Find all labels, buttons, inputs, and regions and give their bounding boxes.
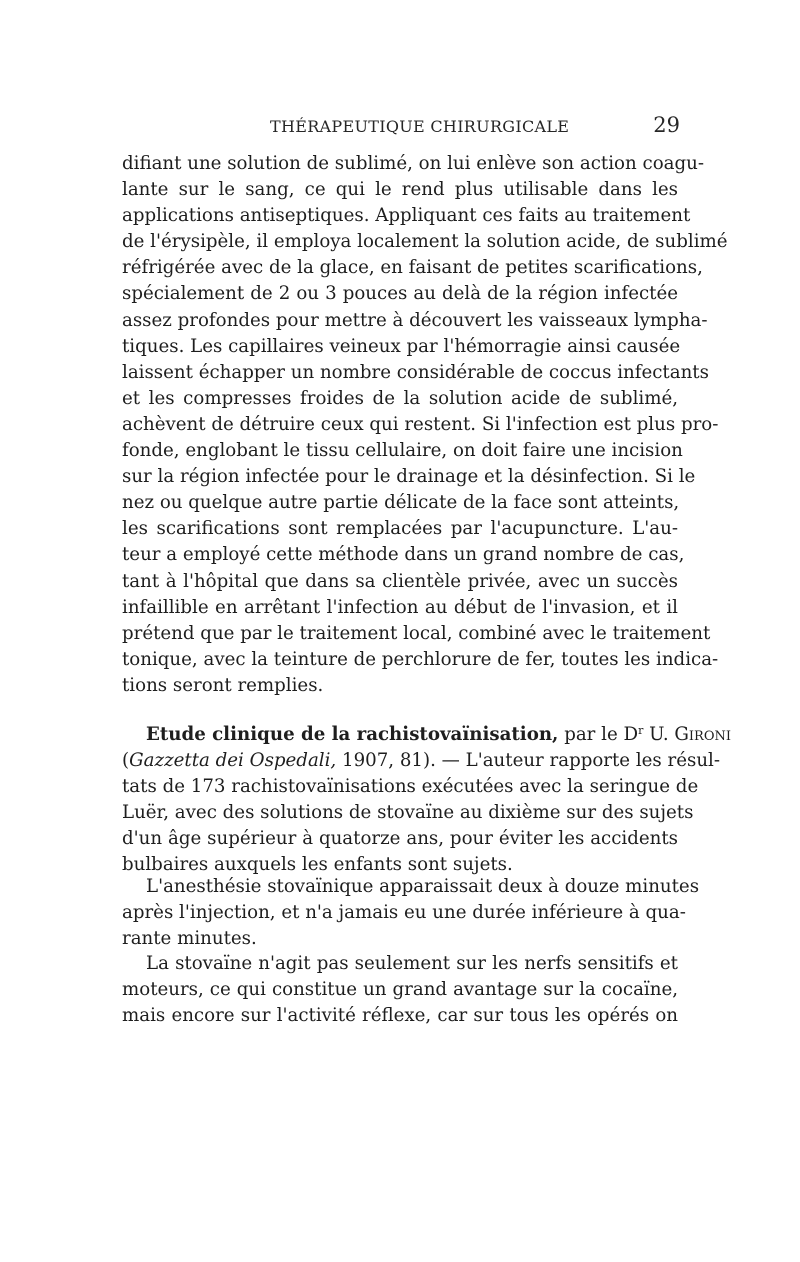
text-line: prétend que par le traitement local, combiné avec le traitement bbox=[122, 622, 711, 644]
text-line: moteurs, ce qui constitue un grand avantage sur la cocaïne, bbox=[122, 979, 678, 1001]
text-line: tant à l'hôpital que dans sa clientèle privée, avec un succès bbox=[122, 570, 678, 592]
article-by: par le D bbox=[564, 724, 639, 745]
text-line: spécialement de 2 ou 3 pouces au delà de la région infectée bbox=[122, 283, 678, 305]
text-line: difiant une solution de sublimé, on lui enlève son action coagu- bbox=[122, 153, 704, 174]
journal-name: Gazzetta dei Ospedali, bbox=[129, 750, 337, 772]
citation-text: 1907, 81). — L'auteur rapporte les résul- bbox=[342, 750, 721, 772]
article-title: Etude clinique de la rachistovaïnisation, bbox=[146, 724, 559, 745]
text-line: achèvent de détruire ceux qui restent. Si l'infection est plus pro- bbox=[122, 413, 719, 435]
text-line: de l'érysipèle, il employa localement la solution acide, de sublimé bbox=[122, 231, 728, 253]
text-line: tiques. Les capillaires veineux par l'hémorragie ainsi causée bbox=[122, 335, 681, 357]
text-line: La stovaïne n'agit pas seulement sur les nerfs sensitifs et bbox=[146, 953, 678, 974]
running-title: THÉRAPEUTIQUE CHIRURGICALE bbox=[270, 117, 570, 136]
text-line: Luër, avec des solutions de stovaïne au dixième sur des sujets bbox=[122, 802, 694, 824]
text-line: teur a employé cette méthode dans un grand nombre de cas, bbox=[122, 544, 685, 566]
paragraph-anesthesia-onset bbox=[122, 874, 700, 952]
text-line: les scarifications sont remplacées par l'acupuncture. L'au- bbox=[122, 518, 678, 540]
text-line: assez profondes pour mettre à découvert les vaisseaux lympha- bbox=[122, 309, 708, 331]
article-rachistovainisation bbox=[122, 722, 731, 879]
article-heading-line bbox=[122, 722, 731, 748]
page-number: 29 bbox=[653, 113, 680, 137]
text-line: rante minutes. bbox=[122, 928, 257, 950]
text-line: laissent échapper un nombre considérable de coccus infectants bbox=[122, 361, 709, 383]
text-line: nez ou quelque autre partie délicate de la face sont atteints, bbox=[122, 492, 680, 514]
text-line: lante sur le sang, ce qui le rend plus utilisable dans les bbox=[122, 179, 678, 201]
text-line: réfrigérée avec de la glace, en faisant de petites scarifications, bbox=[122, 257, 703, 279]
text-line: fonde, englobant le tissu cellulaire, on doit faire une incision bbox=[122, 440, 683, 462]
text-line: d'un âge supérieur à quatorze ans, pour éviter les accidents bbox=[122, 828, 678, 850]
text-line: mais encore sur l'activité réflexe, car sur tous les opérés on bbox=[122, 1005, 678, 1027]
text-line: bulbaires auxquels les enfants sont sujets. bbox=[122, 854, 513, 876]
text-line: tions seront remplies. bbox=[122, 674, 324, 696]
text-line: et les compresses froides de la solution acide de sublimé, bbox=[122, 387, 678, 409]
text-line: L'anesthésie stovaïnique apparaissait deux à douze minutes bbox=[146, 876, 700, 897]
text-line: applications antiseptiques. Appliquant ces faits au traitement bbox=[122, 205, 691, 227]
citation-open-paren: ( bbox=[122, 750, 130, 772]
article-citation-line bbox=[122, 748, 721, 774]
text-line: sur la région infectée pour le drainage et la désinfection. Si le bbox=[122, 466, 696, 488]
text-line: après l'injection, et n'a jamais eu une durée inférieure à qua- bbox=[122, 902, 686, 924]
article-author: U. Gironi bbox=[649, 724, 731, 745]
page-header bbox=[120, 113, 680, 143]
text-line: infaillible en arrêtant l'infection au début de l'invasion, et il bbox=[122, 596, 678, 618]
text-line: tats de 173 rachistovaïnisations exécutées avec la seringue de bbox=[122, 776, 699, 798]
text-line: tonique, avec la teinture de perchlorure de fer, toutes les indica- bbox=[122, 648, 719, 670]
paragraph-stovaine-action bbox=[122, 951, 678, 1029]
doctor-superscript: r bbox=[638, 724, 644, 737]
paragraph-erysipelas bbox=[122, 151, 728, 699]
